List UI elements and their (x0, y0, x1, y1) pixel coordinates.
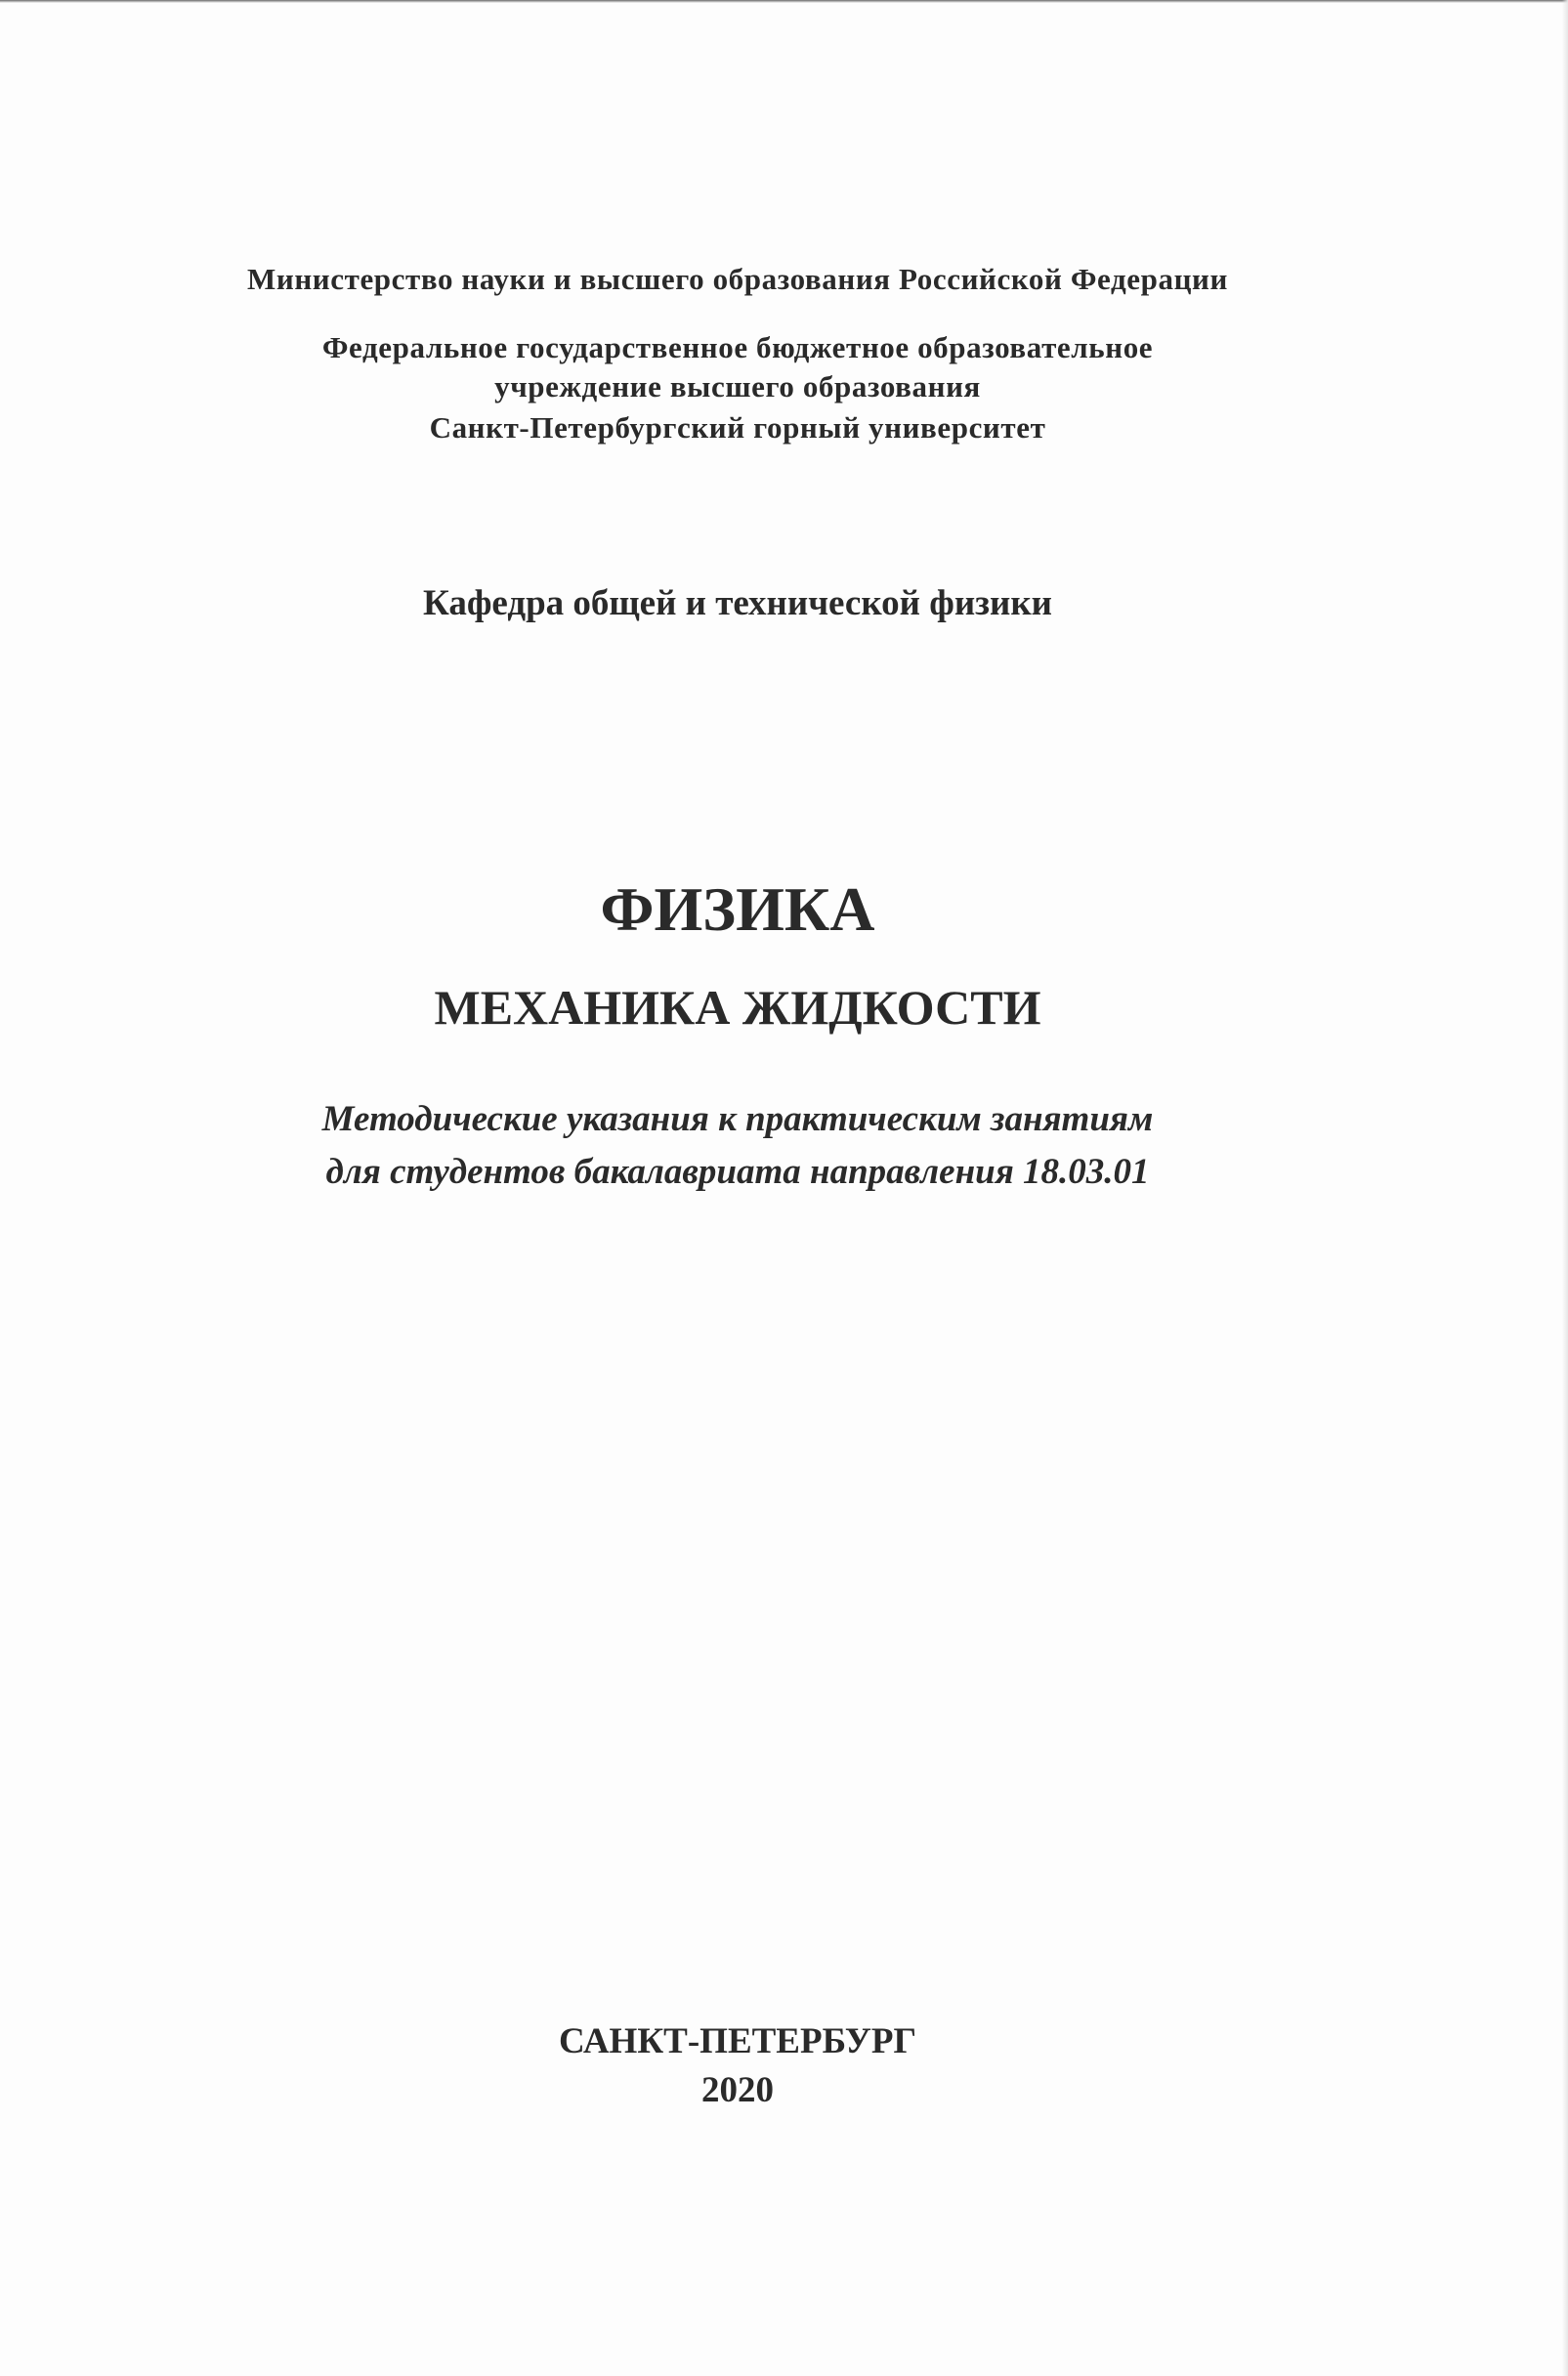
scan-edge-top (0, 0, 1568, 3)
institution-line-2: учреждение высшего образования (494, 369, 981, 403)
document-title: ФИЗИКА (600, 874, 875, 944)
institution-line-3: Санкт-Петербургский горный университет (429, 410, 1046, 445)
publication-city: САНКТ-ПЕТЕРБУРГ (558, 2021, 917, 2061)
publication-year: 2020 (701, 2070, 774, 2110)
description-line-2: для студентов бакалавриата направления 18.03.01 (325, 1152, 1150, 1192)
department-name: Кафедра общей и технической физики (422, 583, 1052, 623)
scan-edge-right (1562, 0, 1568, 2376)
description-line-1: Методические указания к практическим занятиям (321, 1099, 1154, 1139)
document-subtitle: МЕХАНИКА ЖИДКОСТИ (434, 980, 1041, 1035)
ministry-name: Министерство науки и высшего образования Российской Федерации (247, 262, 1228, 296)
institution-line-1: Федеральное государственное бюджетное образовательное (321, 330, 1154, 364)
